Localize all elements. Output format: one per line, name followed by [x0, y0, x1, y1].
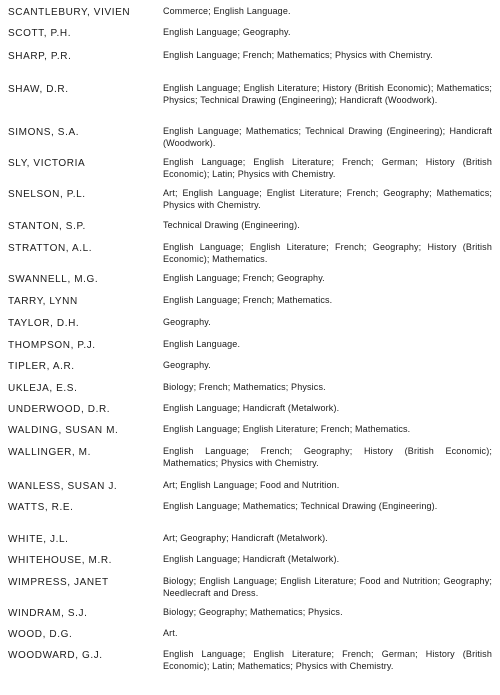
list-item	[8, 157, 492, 180]
subjects-passed: English Language; Geography.	[163, 27, 291, 37]
subjects-passed: English Language; French; Geography; History (British Economic); Mathematics; Physics with Chemistry.	[163, 446, 492, 468]
list-item	[8, 273, 492, 286]
list-item	[8, 188, 492, 211]
list-item	[8, 403, 492, 416]
list-item	[8, 220, 492, 233]
list-item	[8, 501, 492, 514]
list-item	[8, 242, 492, 265]
subjects-passed: English Language; English Literature; French; German; History (British Economic); Latin; Mathematics; Physics with Chemistry.	[163, 649, 492, 671]
student-name: SLY, VICTORIA	[8, 158, 86, 169]
list-item	[8, 50, 492, 63]
subjects-passed: Art; Geography; Handicraft (Metalwork).	[163, 533, 328, 543]
subjects-passed: English Language; Handicraft (Metalwork).	[163, 403, 340, 413]
subjects-passed: English Language; Mathematics; Technical Drawing (Engineering); Handicraft (Woodwork).	[163, 126, 492, 148]
list-item	[8, 382, 492, 395]
subjects-passed: English Language; English Literature; French; Mathematics.	[163, 424, 411, 434]
student-name: WATTS, R.E.	[8, 502, 74, 513]
student-name: WALLINGER, M.	[8, 447, 91, 458]
subjects-passed: English Language; Mathematics; Technical Drawing (Engineering).	[163, 501, 438, 511]
student-name: SNELSON, P.L.	[8, 189, 86, 200]
subjects-passed: English Language; French; Mathematics; Physics with Chemistry.	[163, 50, 433, 60]
subjects-passed: English Language; English Literature; French; Geography; History (British Economic); Mathematics.	[163, 242, 492, 264]
student-name: WINDRAM, S.J.	[8, 608, 88, 619]
subjects-passed: Geography.	[163, 317, 211, 327]
list-item	[8, 317, 492, 330]
list-item	[8, 295, 492, 308]
student-name: TIPLER, A.R.	[8, 361, 75, 372]
student-name: UKLEJA, E.S.	[8, 383, 78, 394]
subjects-passed: English Language.	[163, 339, 241, 349]
list-item	[8, 446, 492, 469]
list-item	[8, 628, 492, 641]
student-name: THOMPSON, P.J.	[8, 340, 96, 351]
student-name: SIMONS, S.A.	[8, 127, 80, 138]
list-item	[8, 6, 492, 19]
subjects-passed: English Language; Handicraft (Metalwork).	[163, 554, 340, 564]
subjects-passed: Geography.	[163, 360, 211, 370]
list-item	[8, 424, 492, 437]
subjects-passed: Art; English Language; Food and Nutrition.	[163, 480, 340, 490]
list-item	[8, 554, 492, 567]
student-name: WHITEHOUSE, M.R.	[8, 555, 113, 566]
student-name: SCOTT, P.H.	[8, 28, 72, 39]
list-item	[8, 360, 492, 373]
subjects-passed: Biology; Geography; Mathematics; Physics.	[163, 607, 343, 617]
student-name: WIMPRESS, JANET	[8, 577, 109, 588]
student-name: WANLESS, SUSAN J.	[8, 481, 118, 492]
list-item	[8, 27, 492, 40]
subjects-passed: Biology; English Language; English Literature; Food and Nutrition; Geography; Needlecraft and Dress.	[163, 576, 492, 598]
student-name: WHITE, J.L.	[8, 534, 69, 545]
subjects-passed: Art; English Language; Englist Literature; French; Geography; Mathematics; Physics with Chemistry.	[163, 188, 492, 210]
student-name: TARRY, LYNN	[8, 296, 78, 307]
subjects-passed: English Language; French; Mathematics.	[163, 295, 333, 305]
subjects-passed: Commerce; English Language.	[163, 6, 291, 16]
subjects-passed: Biology; French; Mathematics; Physics.	[163, 382, 326, 392]
subjects-passed: English Language; English Literature; French; German; History (British Economic); Latin; Physics with Chemistry.	[163, 157, 492, 179]
list-item	[8, 649, 492, 672]
list-item	[8, 83, 492, 106]
subjects-passed: Art.	[163, 628, 178, 638]
list-item	[8, 126, 492, 149]
student-name: STRATTON, A.L.	[8, 243, 93, 254]
student-name: SHARP, P.R.	[8, 51, 72, 62]
subjects-passed: English Language; French; Geography.	[163, 273, 325, 283]
subjects-passed: English Language; English Literature; History (British Economic); Mathematics; Physics; Technical Drawing (Engineering); Handicraft (Woodwork).	[163, 83, 492, 105]
student-name: SCANTLEBURY, VIVIEN	[8, 7, 131, 18]
student-name: SWANNELL, M.G.	[8, 274, 99, 285]
student-name: WOOD, D.G.	[8, 629, 73, 640]
list-item	[8, 576, 492, 599]
list-item	[8, 533, 492, 546]
subjects-passed: Technical Drawing (Engineering).	[163, 220, 300, 230]
student-name: WOODWARD, G.J.	[8, 650, 103, 661]
student-name: SHAW, D.R.	[8, 84, 69, 95]
student-name: STANTON, S.P.	[8, 221, 86, 232]
list-item	[8, 339, 492, 352]
student-name: WALDING, SUSAN M.	[8, 425, 119, 436]
student-name: UNDERWOOD, D.R.	[8, 404, 111, 415]
list-item	[8, 480, 492, 493]
student-name: TAYLOR, D.H.	[8, 318, 80, 329]
list-item	[8, 607, 492, 620]
